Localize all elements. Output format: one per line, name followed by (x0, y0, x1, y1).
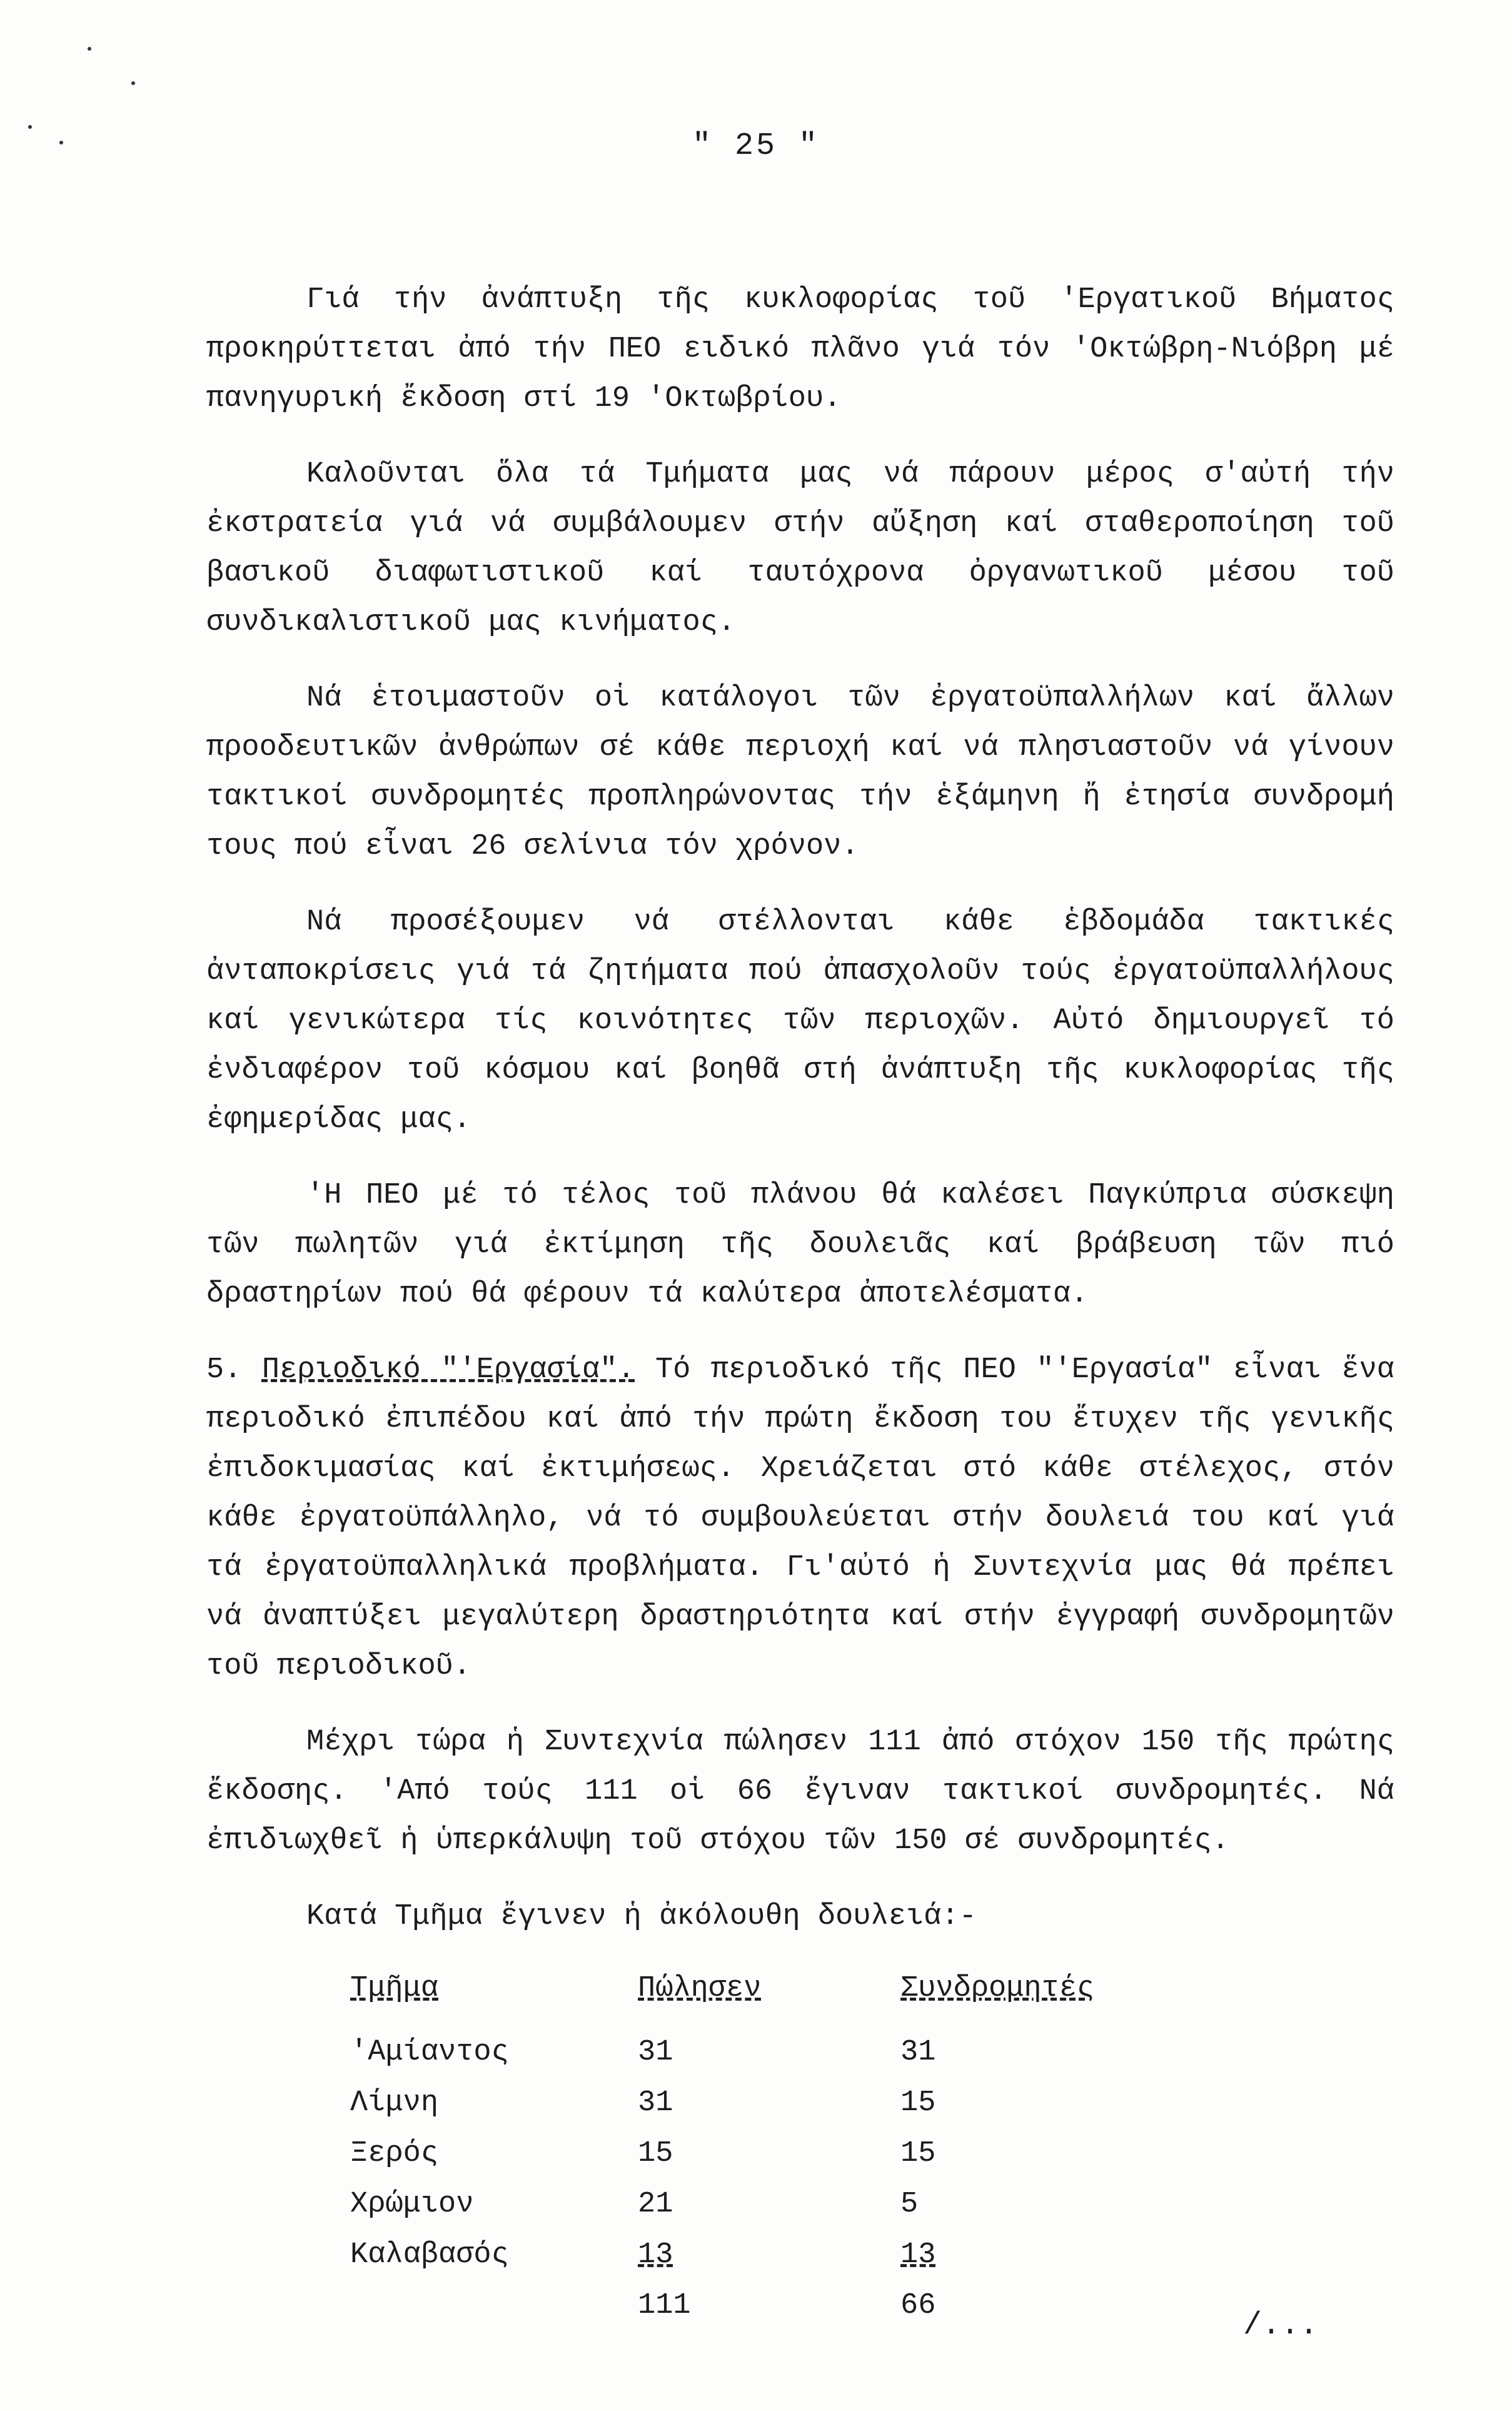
scan-speck (88, 47, 91, 51)
cell-department: 'Αμίαντος (350, 2036, 509, 2069)
cell-subscribers: 13 (900, 2238, 936, 2272)
paragraph-3: Νά ἑτοιμαστοῦν οἱ κατάλογοι τῶν ἐργατοϋπαλλήλων καί ἄλλων προοδευτικῶν ἀνθρώπων σέ κάθε περιοχή καί νά πλησιαστοῦν νά γίνουν τακτικοί συνδρομητές προπληρώνοντας τήν ἑξάμηνη ἤ ἐτησία συνδρομή τους πού εἶναι 26 σελίνια τόν χρόνον. (206, 682, 1394, 863)
section-title: Περιοδικό "'Εργασία". (261, 1353, 635, 1387)
cell-subscribers: 15 (900, 2086, 936, 2120)
cell-department: Λίμνη (350, 2086, 439, 2120)
table-intro: Κατά Τμῆμα ἔγινεν ἡ ἀκόλουθη δουλειά:- (306, 1900, 977, 1933)
section-text: Τό περιοδικό τῆς ΠΕΟ "'Εργασία" εἶναι ἕνα περιοδικό ἐπιπέδου καί ἀπό τήν πρώτη ἔκδοση του ἔτυχεν τῆς γενικῆς ἐπιδοκιμασίας καί ἐκτιμήσεως. Χρειάζεται στό κάθε στέλεχος, στόν κάθε ἐργατοϋπάλληλο, νά τό συμβουλεύεται στήν δουλειά του καί γιά τά ἐργατοϋπαλληλικά προβλήματα. Γι'αὐτό ἡ Συντεχνία μας θά πρέπει νά ἀναπτύξει μεγαλύτερη δραστηριότητα καί στήν ἐγγραφή συνδρομητῶν τοῦ περιοδικοῦ. (206, 1353, 1394, 1683)
cell-department: Καλαβασός (350, 2238, 509, 2272)
scan-speck (28, 125, 32, 129)
table-row (350, 2128, 1113, 2179)
table-row (350, 2027, 1113, 2078)
table-header-row (350, 1960, 1113, 2027)
cell-sold: 15 (638, 2137, 673, 2170)
cell-sold: 31 (638, 2036, 673, 2069)
cell-total-subscribers: 66 (900, 2289, 936, 2322)
cell-subscribers: 31 (900, 2036, 936, 2069)
header-subscribers: Συνδρομητές (900, 1972, 1095, 2005)
paragraph-subscriptions: Μέχρι τώρα ἡ Συντεχνία πώλησεν 111 ἀπό στόχον 150 τῆς πρώτης ἔκδοσης. 'Από τούς 111 οἱ 66 ἔγιναν τακτικοί συνδρομητές. Νά ἐπιδιωχθεῖ ἡ ὑπερκάλυψη τοῦ στόχου τῶν 150 σέ συνδρομητές. (206, 1726, 1394, 1858)
paragraph-2: Καλοῦνται ὅλα τά Τμήματα μας νά πάρουν μέρος σ'αὐτή τήν ἐκστρατεία γιά νά συμβάλουμεν στήν αὔξηση καί σταθεροποίηση τοῦ βασικοῦ διαφωτιστικοῦ καί ταυτόχρονα ὀργανωτικοῦ μέσου τοῦ συνδικαλιστικοῦ μας κινήματος. (206, 458, 1394, 639)
table-total-row (350, 2280, 1113, 2331)
section-5 (206, 1345, 1394, 1691)
page-number: " 25 " (692, 128, 820, 164)
cell-subscribers: 15 (900, 2137, 936, 2170)
table-row (350, 2179, 1113, 2230)
section-number: 5. (206, 1353, 242, 1387)
cell-sold: 13 (638, 2238, 673, 2272)
scan-speck (131, 81, 135, 85)
cell-subscribers: 5 (900, 2188, 919, 2221)
cell-department: Χρώμιον (350, 2188, 474, 2221)
cell-total-label (350, 2280, 638, 2331)
scan-speck (59, 141, 63, 144)
cell-total-sold: 111 (638, 2289, 691, 2322)
cell-department: Ξερός (350, 2137, 439, 2170)
sales-table (350, 1960, 1113, 2331)
table-row (350, 2230, 1113, 2280)
continuation-mark: /... (1242, 2308, 1318, 2343)
header-sold: Πώλησεν (638, 1972, 762, 2005)
paragraph-4: Νά προσέξουμεν νά στέλλονται κάθε ἑβδομάδα τακτικές ἀνταποκρίσεις γιά τά ζητήματα πού ἀπασχολοῦν τούς ἐργατοϋπαλλήλους καί γενικώτερα τίς κοινότητες τῶν περιοχῶν. Αὐτό δημιουργεῖ τό ἐνδιαφέρον τοῦ κόσμου καί βοηθᾶ στή ἀνάπτυξη τῆς κυκλοφορίας τῆς ἐφημερίδας μας. (206, 906, 1394, 1136)
paragraph-5: 'Η ΠΕΟ μέ τό τέλος τοῦ πλάνου θά καλέσει Παγκύπρια σύσκεψη τῶν πωλητῶν γιά ἐκτίμηση τῆς δουλειᾶς καί βράβευση τῶν πιό δραστηρίων πού θά φέρουν τά καλύτερα ἀποτελέσματα. (206, 1179, 1394, 1311)
cell-sold: 21 (638, 2188, 673, 2221)
header-department: Τμῆμα (350, 1972, 439, 2005)
paragraph-1: Γιά τήν ἀνάπτυξη τῆς κυκλοφορίας τοῦ 'Εργατικοῦ Βήματος προκηρύττεται ἀπό τήν ΠΕΟ ειδικό πλᾶνο γιά τόν 'Οκτώβρη-Νιόβρη μέ πανηγυρική ἔκδοση στί 19 'Οκτωβρίου. (206, 283, 1394, 415)
cell-sold: 31 (638, 2086, 673, 2120)
document-body (206, 275, 1394, 2331)
table-row (350, 2078, 1113, 2128)
